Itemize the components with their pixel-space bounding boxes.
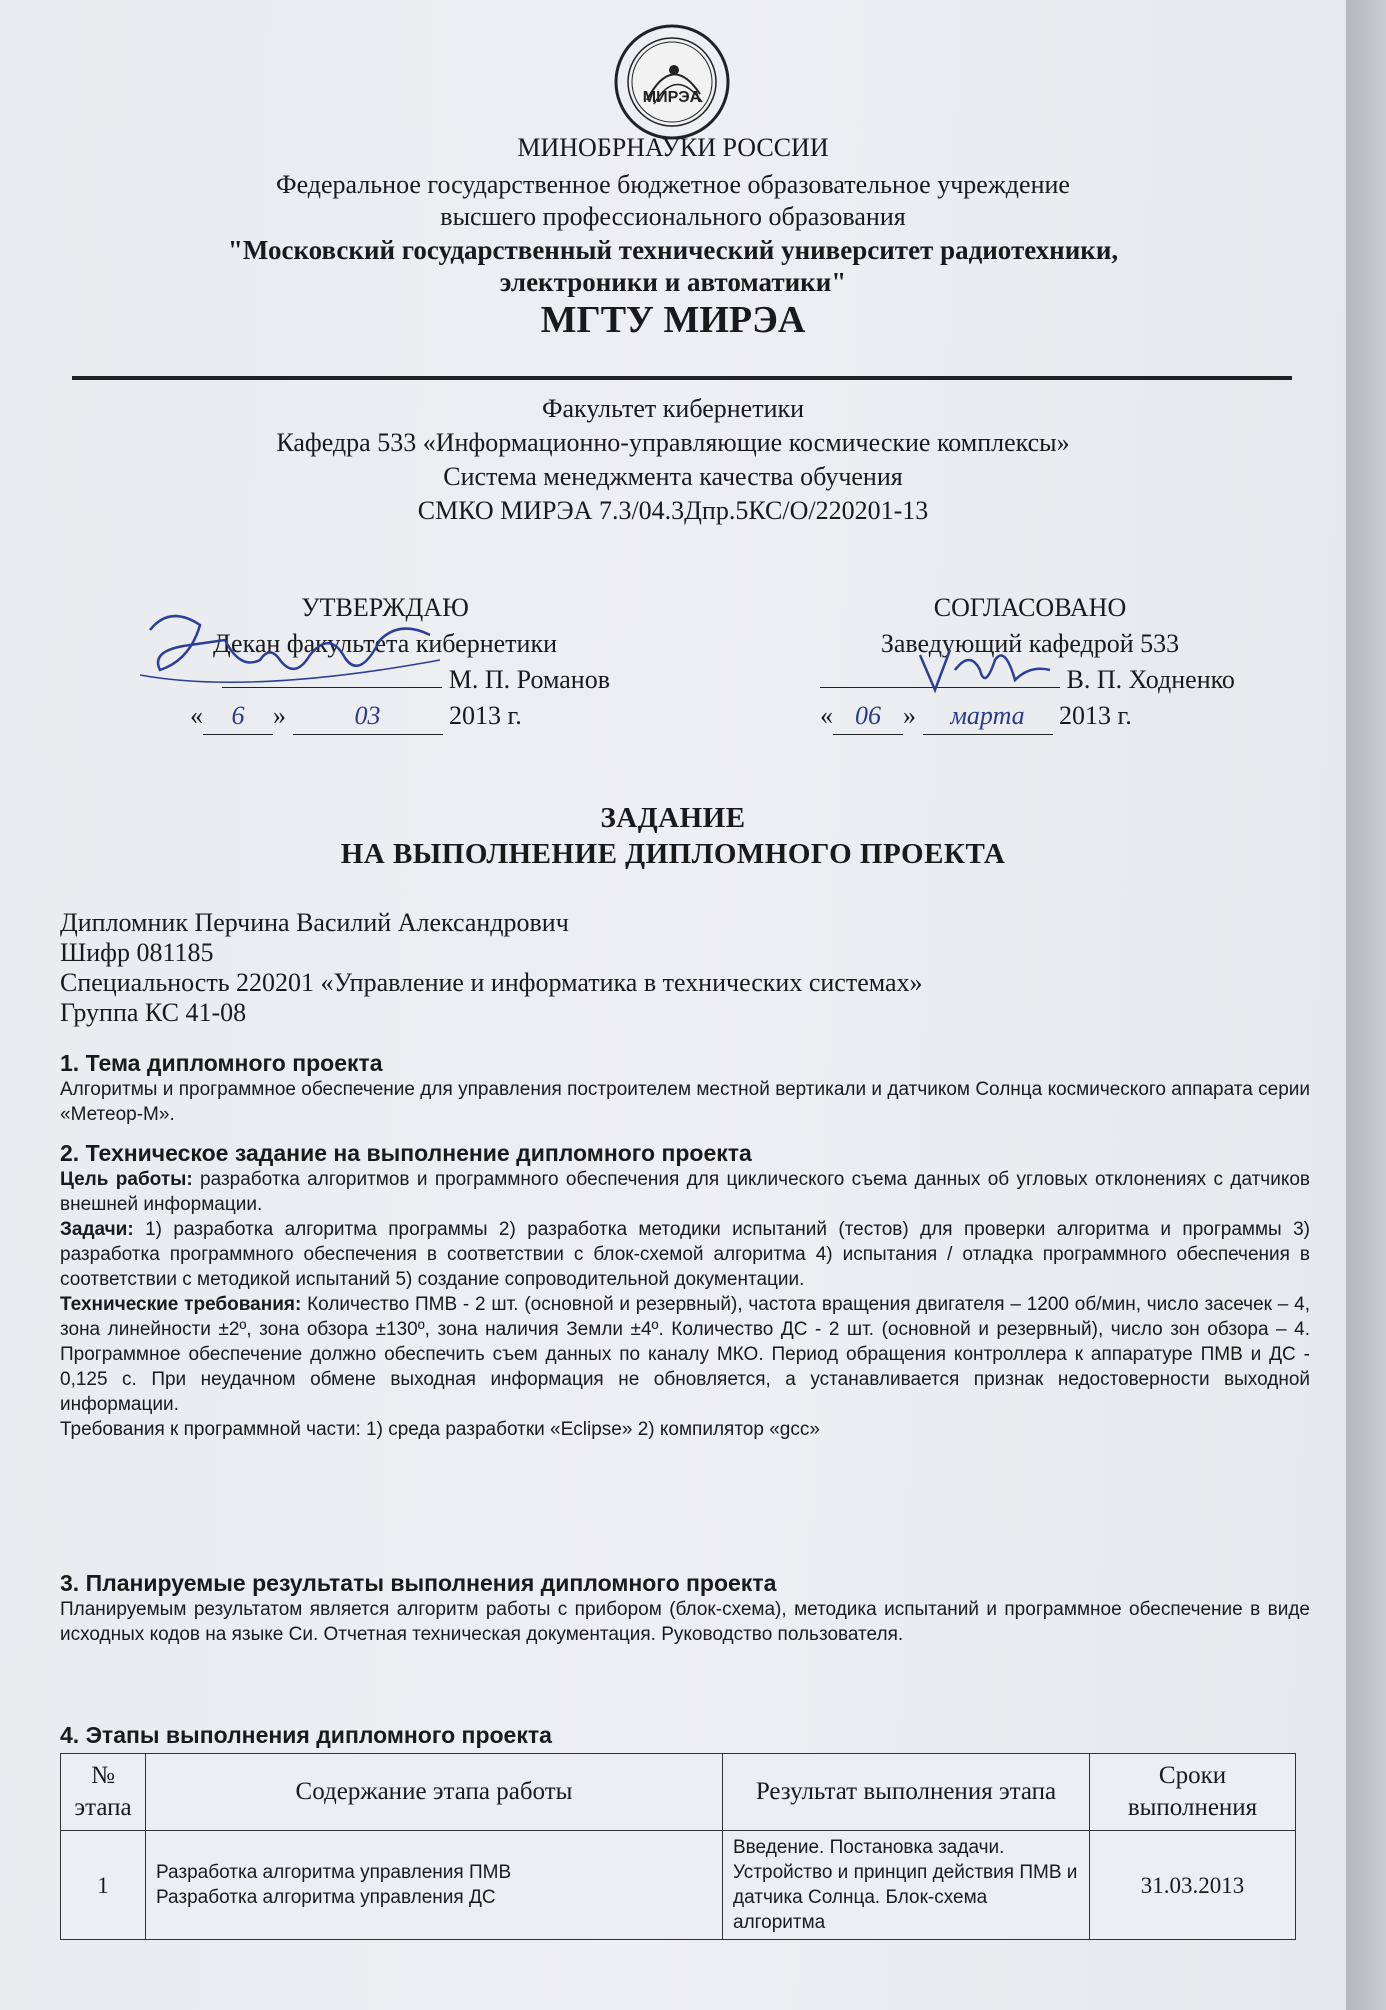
table-header-cell: Сроки выполнения: [1090, 1754, 1296, 1831]
document-code: СМКО МИРЭА 7.3/04.3Дпр.5КС/О/220201-13: [417, 496, 929, 525]
university-short-name: МГТУ МИРЭА: [540, 299, 806, 341]
approval-month: 03: [293, 698, 443, 735]
section-1-title: 1. Тема дипломного проекта: [60, 1050, 383, 1076]
agreement-role: Заведующий кафедрой 533: [880, 629, 1180, 658]
institution-type: [0, 169, 1346, 233]
agreement-day: 06: [833, 698, 903, 735]
stage-content: [146, 1831, 723, 1940]
student-specialty: Специальность 220201 «Управление и информатика в технических системах»: [60, 968, 923, 997]
stage-result: Введение. Постановка задачи. Устройство и принцип действия ПМВ и датчика Солнца. Блок-схема алгоритма: [723, 1831, 1090, 1940]
table-header-cell: Содержание этапа работы: [146, 1754, 723, 1831]
tasks-text: 1) разработка алгоритма программы 2) разработка методики испытаний (тестов) для проверки алгоритма и программы 3) разработка программного обеспечения в соответствии с блок-схемой алгоритма 4) испытания / отладка программного обеспечения в соответствии с методикой испытаний 5) создание сопроводительной документации.: [60, 1219, 1310, 1290]
university-name: [0, 234, 1346, 298]
faculty-name: Факультет кибернетики: [541, 394, 805, 423]
approval-heading: УТВЕРЖДАЮ: [301, 593, 469, 622]
section-3-title: 3. Планируемые результаты выполнения дипломного проекта: [60, 1570, 777, 1596]
mirea-logo-icon: [612, 22, 732, 142]
requirements-text: Количество ПМВ - 2 шт. (основной и резервный), частота вращения двигателя – 1200 об/мин, число засечек – 4, зона линейности ±2º, зона обзора ±130º, зона наличия Земли ±4º. Количество ДС - 2 шт. (основной и резервный), число зон обзора – 4. Программное обеспечение должно обеспечить съем данных по каналу МКО. Период обращения контроллера к аппаратуре ПМВ и ДС - 0,125 с. При неудачном обмене выходная информация не обновляется, а устанавливается признак недостоверности выходной информации.: [60, 1294, 1310, 1415]
goal-text: разработка алгоритмов и программного обеспечения для циклического съема данных об угловых отклонениях с датчиков внешней информации.: [60, 1169, 1311, 1215]
ministry-name: МИНОБРНАУКИ РОССИИ: [517, 133, 829, 162]
requirements-paragraph: [60, 1292, 1310, 1417]
table-row: [61, 1831, 1296, 1940]
section-4: [60, 1722, 1310, 1749]
section-1-text: Алгоритмы и программное обеспечение для управления построителем местной вертикали и датчиком Солнца космического аппарата серии «Метеор-М».: [60, 1079, 1310, 1125]
header-divider: [72, 376, 1292, 380]
agreement-date: « 06 » марта 2013 г.: [820, 698, 1240, 735]
section-3: [60, 1570, 1310, 1647]
chair-name: Кафедра 533 «Информационно-управляющие космические комплексы»: [276, 428, 1070, 457]
requirements-label: Технические требования:: [60, 1294, 302, 1315]
document-title: [0, 800, 1346, 872]
student-info: [60, 908, 1310, 1028]
university-line-1: "Московский государственный технический университет радиотехники,: [227, 235, 1119, 265]
section-2: [60, 1140, 1310, 1442]
stage-number: 1: [61, 1831, 146, 1940]
tasks-label: Задачи:: [60, 1219, 134, 1240]
agreement-month: марта: [923, 698, 1053, 735]
tasks-paragraph: [60, 1217, 1310, 1292]
institution-line-1: Федеральное государственное бюджетное образовательное учреждение: [276, 170, 1070, 199]
section-4-title: 4. Этапы выполнения дипломного проекта: [60, 1722, 552, 1748]
student-code: Шифр 081185: [60, 938, 214, 967]
dean-signature-icon: [130, 600, 460, 710]
table-header-cell: № этапа: [61, 1754, 146, 1831]
table-header-row: [61, 1754, 1296, 1831]
approval-role: Декан факультета кибернетики: [212, 629, 557, 658]
stages-table: [60, 1753, 1296, 1940]
quality-system: Система менеджмента качества обучения: [443, 462, 903, 491]
stage-deadline: 31.03.2013: [1090, 1831, 1296, 1940]
stage-content-line-1: Разработка алгоритма управления ПМВ: [156, 1862, 512, 1883]
approval-year: 2013 г.: [449, 701, 522, 730]
agreement-heading: СОГЛАСОВАНО: [933, 593, 1127, 622]
goal-label: Цель работы:: [60, 1169, 193, 1190]
svg-text:МИРЭА: МИРЭА: [642, 89, 702, 106]
page-edge-shadow: [1346, 0, 1386, 2010]
agreement-year: 2013 г.: [1059, 701, 1132, 730]
student-group: Группа КС 41-08: [60, 998, 247, 1027]
stage-content-line-2: Разработка алгоритма управления ДС: [156, 1887, 496, 1908]
agreement-name: В. П. Ходненко: [1066, 665, 1235, 694]
approval-date: « 6 » 03 2013 г.: [160, 698, 610, 735]
student-name: Дипломник Перчина Василий Александрович: [60, 908, 569, 937]
institution-line-2: высшего профессионального образования: [440, 202, 906, 231]
title-line-2: НА ВЫПОЛНЕНИЕ ДИПЛОМНОГО ПРОЕКТА: [340, 838, 1006, 870]
approval-day: 6: [203, 698, 273, 735]
goal-paragraph: [60, 1167, 1310, 1217]
department-block: [0, 392, 1346, 528]
section-2-title: 2. Техническое задание на выполнение дипломного проекта: [60, 1140, 752, 1166]
university-line-2: электроники и автоматики": [499, 267, 847, 297]
approval-name: М. П. Романов: [448, 665, 610, 694]
table-header-cell: Результат выполнения этапа: [723, 1754, 1090, 1831]
head-signature-icon: [910, 640, 1060, 700]
section-3-text: Планируемым результатом является алгоритм работы с прибором (блок-схема), методика испытаний и программное обеспечение в виде исходных кодов на языке Си. Отчетная техническая документация. Руководство пользователя.: [60, 1599, 1310, 1645]
title-line-1: ЗАДАНИЕ: [600, 802, 746, 834]
software-requirements: Требования к программной части: 1) среда разработки «Eclipse» 2) компилятор «gcc»: [60, 1419, 820, 1440]
section-1: [60, 1050, 1310, 1127]
